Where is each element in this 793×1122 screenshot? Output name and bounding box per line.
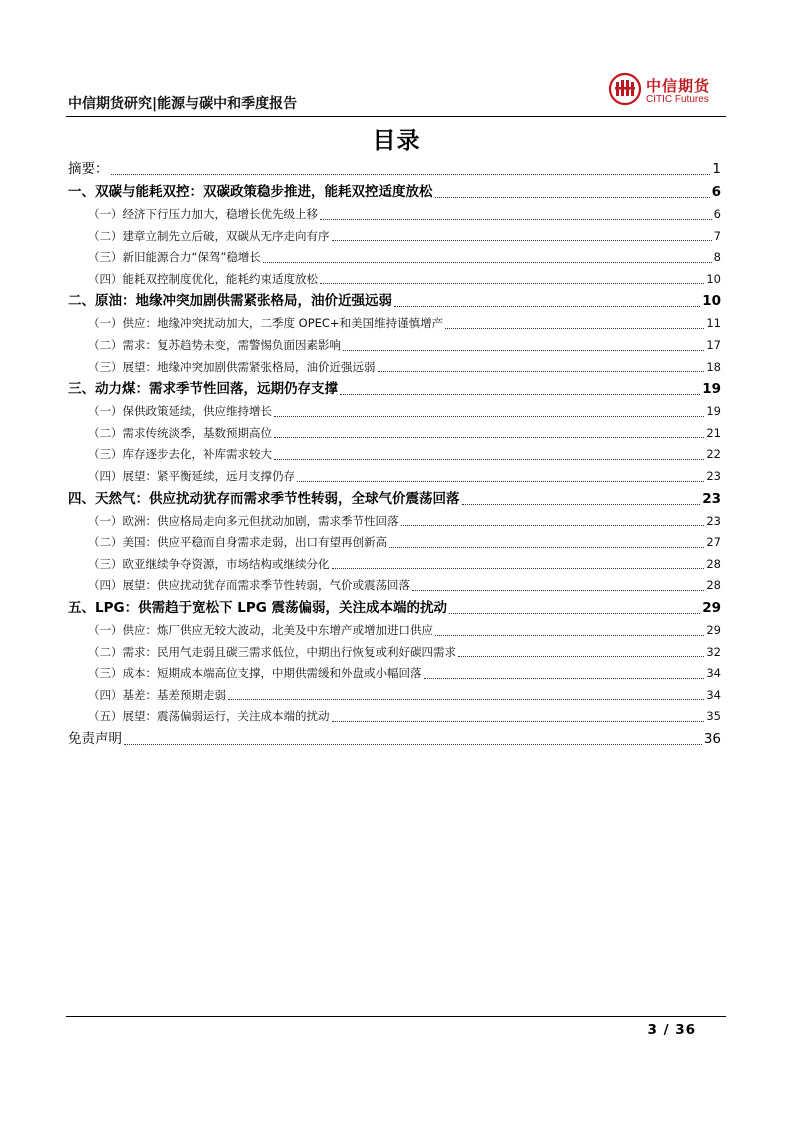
toc-section-entry[interactable]: [68, 290, 721, 313]
toc-entry-page: 8: [713, 250, 721, 265]
toc-entry-title: （一）欧洲：供应格局走向多元但扰动加剧，需求季节性回落: [88, 513, 399, 528]
toc-dot-leader: [449, 613, 700, 614]
toc-dot-leader: [274, 459, 704, 460]
toc-section-entry[interactable]: [68, 158, 721, 181]
footer-divider: [66, 1016, 726, 1017]
header-divider: [66, 116, 726, 117]
toc-entry-title: （二）建章立制先立后破，双碳从无序走向有序: [88, 228, 330, 243]
toc-entry-page: 23: [706, 513, 721, 528]
toc-dot-leader: [263, 262, 712, 263]
toc-entry-title: （一）保供政策延续，供应维持增长: [88, 404, 272, 419]
toc-entry-page: 29: [706, 622, 721, 637]
page-number: 3 / 36: [647, 1022, 696, 1038]
toc-entry-title: （三）新旧能源合力“保驾”稳增长: [88, 250, 261, 265]
toc-entry-page: 17: [706, 337, 721, 352]
toc-entry-page: 34: [706, 687, 721, 702]
toc-entry-title: 免责声明: [68, 730, 122, 747]
toc-entry-title: 摘要：: [68, 161, 109, 177]
toc-section-entry[interactable]: [68, 488, 721, 511]
toc-dot-leader: [274, 416, 704, 417]
toc-entry-title: （二）需求：民用气走弱且碳三需求低位，中期出行恢复或利好碳四需求: [88, 644, 456, 659]
toc-title: 目录: [372, 128, 421, 154]
toc-dot-leader: [378, 371, 705, 372]
toc-entry-page: 21: [706, 425, 721, 440]
toc-entry-page: 28: [706, 556, 721, 571]
toc-section-entry[interactable]: [68, 597, 721, 620]
citic-logo-icon: [608, 72, 642, 106]
toc-subsection-entry[interactable]: [68, 335, 721, 357]
toc-dot-leader: [435, 635, 704, 636]
toc-subsection-entry[interactable]: [68, 663, 721, 685]
toc-entry-title: （三）展望：地缘冲突加剧供需紧张格局，油价近强远弱: [88, 359, 376, 374]
toc-entry-title: （三）欧亚继续争夺资源，市场结构或继续分化: [88, 556, 330, 571]
toc-section-entry[interactable]: [68, 378, 721, 401]
toc-entry-title: （四）基差：基差预期走弱: [88, 687, 226, 702]
toc-subsection-entry[interactable]: [68, 642, 721, 664]
toc-entry-title: （五）展望：震荡偏弱运行，关注成本端的扰动: [88, 709, 330, 724]
toc-subsection-entry[interactable]: [68, 247, 721, 269]
toc-entry-title: （二）需求：复苏趋势未变，需警惕负面因素影响: [88, 337, 341, 352]
toc-dot-leader: [389, 547, 704, 548]
toc-dot-leader: [462, 504, 701, 505]
report-header-title: 中信期货研究|能源与碳中和季度报告: [68, 96, 298, 112]
toc-entry-page: 7: [713, 228, 721, 243]
toc-entry-title: （三）库存逐步去化，补库需求较大: [88, 447, 272, 462]
toc-entry-page: 10: [706, 271, 721, 286]
toc-subsection-entry[interactable]: [68, 466, 721, 488]
toc-dot-leader: [332, 240, 712, 241]
toc-entry-page: 11: [706, 316, 721, 331]
toc-entry-page: 19: [706, 404, 721, 419]
toc-subsection-entry[interactable]: [68, 575, 721, 597]
toc-dot-leader: [320, 219, 712, 220]
logo-english-name: CITIC Futures: [646, 94, 709, 105]
toc-entry-page: 23: [706, 468, 721, 483]
toc-entry-title: 三、动力煤：需求季节性回落，远期仍存支撑: [68, 381, 338, 398]
toc-dot-leader: [332, 568, 705, 569]
toc-entry-page: 19: [702, 381, 721, 398]
toc-subsection-entry[interactable]: [68, 554, 721, 576]
toc-subsection-entry[interactable]: [68, 401, 721, 423]
toc-dot-leader: [445, 328, 704, 329]
toc-entry-title: （一）供应：炼厂供应无较大波动，北美及中东增产或增加进口供应: [88, 622, 433, 637]
toc-entry-title: （四）展望：供应扰动犹存而需求季节性转弱，气价或震荡回落: [88, 578, 410, 593]
toc-entry-title: （四）能耗双控制度优化，能耗约束适度放松: [88, 271, 318, 286]
toc-entry-title: 二、原油：地缘冲突加剧供需紧张格局，油价近强远弱: [68, 293, 392, 310]
toc-entry-title: （二）需求传统淡季，基数预期高位: [88, 425, 272, 440]
toc-subsection-entry[interactable]: [68, 357, 721, 379]
toc-section-entry[interactable]: [68, 181, 721, 204]
toc-dot-leader: [412, 590, 704, 591]
toc-entry-title: （四）展望：紧平衡延续，远月支撑仍存: [88, 468, 295, 483]
toc-subsection-entry[interactable]: [68, 685, 721, 707]
toc-dot-leader: [320, 283, 704, 284]
toc-entry-page: 34: [706, 666, 721, 681]
toc-dot-leader: [111, 174, 711, 175]
toc-dot-leader: [458, 656, 704, 657]
toc-dot-leader: [274, 437, 704, 438]
toc-section-entry[interactable]: [68, 728, 721, 751]
toc-entry-page: 6: [713, 207, 721, 221]
toc-entry-title: 五、LPG：供需趋于宽松下 LPG 震荡偏弱，关注成本端的扰动: [68, 599, 448, 616]
toc-subsection-entry[interactable]: [68, 706, 721, 728]
toc-entry-page: 23: [702, 490, 721, 507]
toc-entry-page: 32: [706, 644, 721, 659]
toc-dot-leader: [228, 699, 704, 700]
toc-entry-title: （三）成本：短期成本端高位支撑，中期供需缓和外盘或小幅回落: [88, 666, 422, 681]
table-of-contents: [68, 158, 721, 751]
toc-subsection-entry[interactable]: [68, 620, 721, 642]
toc-dot-leader: [343, 350, 704, 351]
toc-subsection-entry[interactable]: [68, 423, 721, 445]
toc-entry-page: 36: [703, 730, 721, 747]
toc-subsection-entry[interactable]: [68, 226, 721, 248]
toc-dot-leader: [124, 744, 702, 745]
toc-entry-page: 27: [706, 535, 721, 550]
toc-dot-leader: [297, 481, 704, 482]
toc-subsection-entry[interactable]: [68, 204, 721, 226]
toc-entry-page: 22: [706, 447, 721, 462]
toc-dot-leader: [435, 197, 710, 198]
logo-chinese-name: 中信期货: [646, 77, 711, 95]
toc-entry-page: 10: [702, 293, 721, 310]
toc-subsection-entry[interactable]: [68, 444, 721, 466]
toc-entry-page: 1: [712, 161, 721, 177]
toc-entry-page: 6: [711, 184, 721, 200]
toc-dot-leader: [340, 394, 700, 395]
toc-dot-leader: [394, 306, 700, 307]
toc-dot-leader: [401, 525, 705, 526]
toc-entry-title: （二）美国：供应平稳而自身需求走弱，出口有望再创新高: [88, 535, 387, 550]
toc-entry-page: 35: [706, 709, 721, 724]
toc-subsection-entry[interactable]: [68, 511, 721, 533]
toc-entry-page: 29: [702, 599, 721, 616]
toc-entry-title: 四、天然气：供应扰动犹存而需求季节性转弱，全球气价震荡回落: [68, 490, 460, 507]
toc-entry-title: （一）经济下行压力加大，稳增长优先级上移: [88, 207, 318, 221]
citic-futures-logo: [608, 72, 728, 110]
toc-entry-title: （一）供应：地缘冲突扰动加大，二季度 OPEC+和美国维持谨慎增产: [88, 316, 444, 331]
toc-subsection-entry[interactable]: [68, 269, 721, 291]
toc-dot-leader: [424, 678, 705, 679]
toc-subsection-entry[interactable]: [68, 532, 721, 554]
toc-subsection-entry[interactable]: [68, 313, 721, 335]
toc-entry-page: 18: [706, 359, 721, 374]
toc-entry-title: 一、双碳与能耗双控：双碳政策稳步推进，能耗双控适度放松: [68, 184, 433, 200]
toc-dot-leader: [332, 721, 705, 722]
toc-entry-page: 28: [706, 578, 721, 593]
